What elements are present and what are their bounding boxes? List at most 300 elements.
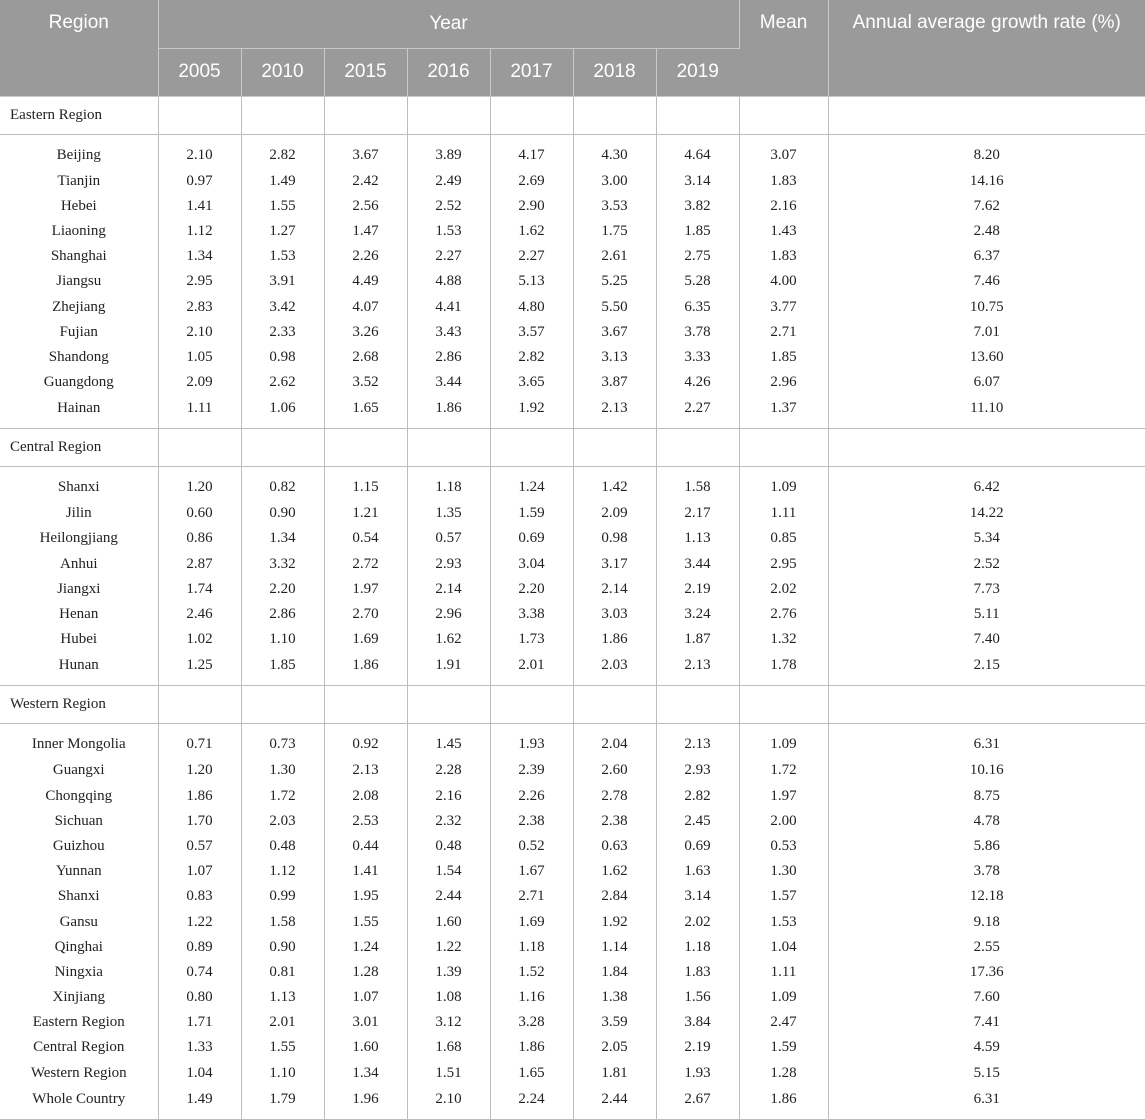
value-cell: 2.95 [158,269,241,294]
mean-cell: 3.77 [739,294,828,319]
table-row [0,194,1145,219]
value-cell: 1.86 [573,627,656,652]
table-row [0,909,1145,934]
value-cell: 2.83 [158,294,241,319]
value-cell: 2.04 [573,724,656,759]
value-cell: 2.01 [241,1010,324,1035]
growth-cell: 7.73 [973,580,1000,597]
mean-cell: 2.95 [739,552,828,577]
value-cell: 2.09 [158,370,241,395]
value-cell: 1.14 [573,935,656,960]
mean-cell: 3.07 [739,134,828,169]
value-cell: 2.03 [241,809,324,834]
value-cell: 3.87 [573,370,656,395]
value-cell: 1.39 [407,960,490,985]
value-cell: 1.55 [241,194,324,219]
value-cell: 2.27 [490,244,573,269]
header-mean: Mean [739,0,828,96]
value-cell: 1.58 [241,909,324,934]
value-cell: 0.90 [241,935,324,960]
value-cell: 3.32 [241,552,324,577]
value-cell: 1.22 [158,909,241,934]
empty-cell [739,686,828,724]
value-cell: 1.97 [324,577,407,602]
value-cell: 3.33 [656,345,739,370]
value-cell: 1.07 [158,859,241,884]
value-cell: 0.99 [241,884,324,909]
value-cell: 3.78 [656,320,739,345]
value-cell: 1.18 [656,935,739,960]
table-row [0,552,1145,577]
region-name: Guangxi [0,758,158,783]
value-cell: 1.69 [324,627,407,652]
region-name: Shanghai [0,244,158,269]
value-cell: 1.25 [158,652,241,686]
value-cell: 6.35 [656,294,739,319]
empty-cell [407,96,490,134]
mean-cell: 2.71 [739,320,828,345]
mean-cell: 1.57 [739,884,828,909]
value-cell: 3.82 [656,194,739,219]
value-cell: 2.70 [324,602,407,627]
value-cell: 1.10 [241,627,324,652]
value-cell: 2.56 [324,194,407,219]
value-cell: 4.17 [490,134,573,169]
mean-cell: 1.28 [739,1061,828,1086]
value-cell: 2.93 [656,758,739,783]
value-cell: 1.38 [573,985,656,1010]
value-cell: 1.84 [573,960,656,985]
value-cell: 0.44 [324,834,407,859]
growth-cell: 10.16 [969,762,1004,779]
value-cell: 1.86 [324,652,407,686]
value-cell: 0.60 [158,501,241,526]
table-row [0,1035,1145,1060]
mean-cell: 4.00 [739,269,828,294]
value-cell: 0.83 [158,884,241,909]
table-row [0,1061,1145,1086]
table-row [0,758,1145,783]
value-cell: 1.56 [656,985,739,1010]
header-year-2015: 2015 [324,48,407,96]
region-name: Jilin [0,501,158,526]
growth-cell: 10.75 [969,298,1004,315]
value-cell: 2.46 [158,602,241,627]
mean-cell: 2.47 [739,1010,828,1035]
region-name: Xinjiang [0,985,158,1010]
table-row [0,219,1145,244]
value-cell: 1.95 [324,884,407,909]
table-row [0,269,1145,294]
value-cell: 1.41 [324,859,407,884]
table-row [0,884,1145,909]
growth-cell: 7.60 [973,989,1000,1006]
table-row [0,960,1145,985]
region-name: Guizhou [0,834,158,859]
value-cell: 3.53 [573,194,656,219]
value-cell: 1.74 [158,577,241,602]
value-cell: 2.13 [573,395,656,429]
empty-cell [828,686,1145,724]
region-name: Hubei [0,627,158,652]
header-region: Region [0,0,158,96]
mean-cell: 1.83 [739,244,828,269]
value-cell: 2.42 [324,169,407,194]
value-cell: 0.52 [490,834,573,859]
empty-cell [158,429,241,467]
value-cell: 1.27 [241,219,324,244]
growth-cell: 2.15 [973,657,1000,674]
region-name: Hebei [0,194,158,219]
section-row [0,429,1145,467]
mean-cell: 1.83 [739,169,828,194]
region-name: Beijing [0,134,158,169]
value-cell: 1.60 [324,1035,407,1060]
mean-cell: 1.85 [739,345,828,370]
table-row [0,345,1145,370]
value-cell: 2.01 [490,652,573,686]
mean-cell: 1.04 [739,935,828,960]
value-cell: 3.28 [490,1010,573,1035]
value-cell: 0.81 [241,960,324,985]
section-row [0,686,1145,724]
value-cell: 1.54 [407,859,490,884]
value-cell: 3.00 [573,169,656,194]
value-cell: 2.61 [573,244,656,269]
value-cell: 1.07 [324,985,407,1010]
empty-cell [573,429,656,467]
value-cell: 3.57 [490,320,573,345]
value-cell: 2.26 [490,784,573,809]
value-cell: 1.55 [324,909,407,934]
value-cell: 2.20 [490,577,573,602]
value-cell: 2.84 [573,884,656,909]
value-cell: 3.14 [656,169,739,194]
value-cell: 1.08 [407,985,490,1010]
value-cell: 0.98 [241,345,324,370]
empty-cell [490,686,573,724]
value-cell: 1.68 [407,1035,490,1060]
value-cell: 0.69 [656,834,739,859]
header-year-2018: 2018 [573,48,656,96]
region-name: Jiangxi [0,577,158,602]
value-cell: 1.65 [490,1061,573,1086]
value-cell: 1.05 [158,345,241,370]
value-cell: 1.42 [573,467,656,502]
section-label: Western Region [0,686,158,724]
value-cell: 2.27 [407,244,490,269]
region-name: Inner Mongolia [0,724,158,759]
growth-cell: 5.11 [973,606,1000,623]
value-cell: 1.91 [407,652,490,686]
value-cell: 1.16 [490,985,573,1010]
table-row [0,467,1145,502]
value-cell: 1.04 [158,1061,241,1086]
growth-cell: 17.36 [969,963,1004,980]
section-row [0,96,1145,134]
value-cell: 1.63 [656,859,739,884]
value-cell: 3.17 [573,552,656,577]
value-cell: 2.16 [407,784,490,809]
value-cell: 1.71 [158,1010,241,1035]
value-cell: 2.19 [656,1035,739,1060]
table-row [0,244,1145,269]
mean-cell: 2.96 [739,370,828,395]
value-cell: 2.44 [573,1086,656,1120]
value-cell: 2.26 [324,244,407,269]
mean-cell: 0.53 [739,834,828,859]
value-cell: 5.50 [573,294,656,319]
empty-cell [739,96,828,134]
value-cell: 1.12 [241,859,324,884]
region-name: Shandong [0,345,158,370]
value-cell: 2.27 [656,395,739,429]
value-cell: 2.62 [241,370,324,395]
value-cell: 4.49 [324,269,407,294]
value-cell: 4.80 [490,294,573,319]
header-year-2005: 2005 [158,48,241,96]
value-cell: 2.44 [407,884,490,909]
region-name: Henan [0,602,158,627]
mean-cell: 2.00 [739,809,828,834]
value-cell: 2.13 [656,724,739,759]
value-cell: 1.73 [490,627,573,652]
value-cell: 1.21 [324,501,407,526]
value-cell: 1.33 [158,1035,241,1060]
growth-cell: 5.15 [973,1064,1000,1081]
growth-cell: 4.78 [973,812,1000,829]
value-cell: 3.91 [241,269,324,294]
value-cell: 2.78 [573,784,656,809]
value-cell: 3.44 [656,552,739,577]
empty-cell [407,686,490,724]
value-cell: 1.18 [490,935,573,960]
mean-cell: 1.72 [739,758,828,783]
growth-cell: 2.55 [973,938,1000,955]
value-cell: 1.92 [490,395,573,429]
table-row [0,985,1145,1010]
header-year-2017: 2017 [490,48,573,96]
value-cell: 3.89 [407,134,490,169]
growth-cell: 7.41 [973,1014,1000,1031]
value-cell: 0.74 [158,960,241,985]
table-row [0,724,1145,759]
value-cell: 1.75 [573,219,656,244]
growth-cell: 6.31 [973,736,1000,753]
value-cell: 1.59 [490,501,573,526]
region-name: Zhejiang [0,294,158,319]
growth-cell: 8.75 [973,787,1000,804]
value-cell: 2.14 [573,577,656,602]
table-row [0,320,1145,345]
mean-cell: 0.85 [739,526,828,551]
value-cell: 2.33 [241,320,324,345]
value-cell: 1.34 [241,526,324,551]
value-cell: 1.24 [324,935,407,960]
growth-cell: 5.34 [973,530,1000,547]
value-cell: 2.60 [573,758,656,783]
value-cell: 4.88 [407,269,490,294]
empty-cell [573,96,656,134]
value-cell: 2.19 [656,577,739,602]
value-cell: 1.86 [490,1035,573,1060]
value-cell: 3.43 [407,320,490,345]
header-year-2019: 2019 [656,48,739,96]
growth-cell: 7.01 [973,323,1000,340]
growth-cell: 4.59 [973,1039,1000,1056]
table-row [0,134,1145,169]
table-row [0,370,1145,395]
value-cell: 1.49 [158,1086,241,1120]
value-cell: 1.69 [490,909,573,934]
value-cell: 2.82 [656,784,739,809]
value-cell: 2.02 [656,909,739,934]
growth-cell: 5.86 [973,837,1000,854]
value-cell: 3.13 [573,345,656,370]
value-cell: 1.20 [158,467,241,502]
growth-cell: 6.07 [973,374,1000,391]
value-cell: 2.82 [490,345,573,370]
value-cell: 0.57 [158,834,241,859]
growth-cell: 2.52 [973,555,1000,572]
value-cell: 1.28 [324,960,407,985]
table-row [0,652,1145,686]
table-row [0,809,1145,834]
header-year-2016: 2016 [407,48,490,96]
value-cell: 1.85 [241,652,324,686]
growth-cell: 13.60 [969,348,1004,365]
table-row [0,859,1145,884]
empty-cell [656,96,739,134]
mean-cell: 1.09 [739,724,828,759]
value-cell: 1.79 [241,1086,324,1120]
value-cell: 0.98 [573,526,656,551]
value-cell: 2.13 [324,758,407,783]
empty-cell [324,429,407,467]
growth-cell: 7.40 [973,631,1000,648]
value-cell: 1.67 [490,859,573,884]
value-cell: 1.52 [490,960,573,985]
value-cell: 3.24 [656,602,739,627]
value-cell: 2.39 [490,758,573,783]
mean-cell: 2.02 [739,577,828,602]
empty-cell [241,429,324,467]
value-cell: 4.41 [407,294,490,319]
value-cell: 3.12 [407,1010,490,1035]
table-header [0,0,1145,96]
value-cell: 0.48 [241,834,324,859]
mean-cell: 1.59 [739,1035,828,1060]
table-row [0,1010,1145,1035]
value-cell: 1.87 [656,627,739,652]
value-cell: 1.53 [407,219,490,244]
growth-cell: 6.42 [973,479,1000,496]
value-cell: 0.48 [407,834,490,859]
value-cell: 4.30 [573,134,656,169]
value-cell: 2.72 [324,552,407,577]
region-name: Heilongjiang [0,526,158,551]
table-body [0,96,1145,1119]
region-name: Hunan [0,652,158,686]
mean-cell: 1.11 [739,960,828,985]
growth-cell: 9.18 [973,913,1000,930]
mean-cell: 2.16 [739,194,828,219]
region-name: Jiangsu [0,269,158,294]
value-cell: 0.54 [324,526,407,551]
value-cell: 5.28 [656,269,739,294]
empty-cell [407,429,490,467]
value-cell: 1.58 [656,467,739,502]
table-row [0,395,1145,429]
value-cell: 1.41 [158,194,241,219]
empty-cell [490,429,573,467]
mean-cell: 1.86 [739,1086,828,1120]
value-cell: 1.62 [573,859,656,884]
value-cell: 3.52 [324,370,407,395]
value-cell: 3.42 [241,294,324,319]
value-cell: 1.60 [407,909,490,934]
value-cell: 1.47 [324,219,407,244]
empty-cell [828,429,1145,467]
region-name: Fujian [0,320,158,345]
value-cell: 2.86 [407,345,490,370]
value-cell: 3.67 [324,134,407,169]
table-row [0,526,1145,551]
value-cell: 2.05 [573,1035,656,1060]
section-label: Eastern Region [0,96,158,134]
empty-cell [324,96,407,134]
empty-cell [324,686,407,724]
table-row [0,935,1145,960]
value-cell: 1.49 [241,169,324,194]
value-cell: 1.81 [573,1061,656,1086]
value-cell: 1.53 [241,244,324,269]
value-cell: 3.03 [573,602,656,627]
growth-cell: 7.62 [973,197,1000,214]
value-cell: 2.10 [158,134,241,169]
value-cell: 0.80 [158,985,241,1010]
value-cell: 0.86 [158,526,241,551]
value-cell: 1.12 [158,219,241,244]
value-cell: 2.96 [407,602,490,627]
value-cell: 1.70 [158,809,241,834]
table-row [0,834,1145,859]
value-cell: 2.52 [407,194,490,219]
mean-cell: 1.30 [739,859,828,884]
table-row [0,627,1145,652]
value-cell: 2.08 [324,784,407,809]
value-cell: 1.24 [490,467,573,502]
region-name: Ningxia [0,960,158,985]
header-growth-rate: Annual average growth rate (%) [828,0,1145,96]
value-cell: 2.93 [407,552,490,577]
empty-cell [828,96,1145,134]
value-cell: 2.90 [490,194,573,219]
empty-cell [158,686,241,724]
region-name: Central Region [0,1035,158,1060]
value-cell: 3.59 [573,1010,656,1035]
value-cell: 1.11 [158,395,241,429]
empty-cell [656,429,739,467]
value-cell: 2.87 [158,552,241,577]
value-cell: 0.69 [490,526,573,551]
mean-cell: 1.09 [739,985,828,1010]
mean-cell: 1.32 [739,627,828,652]
value-cell: 1.83 [656,960,739,985]
value-cell: 3.14 [656,884,739,909]
value-cell: 2.09 [573,501,656,526]
region-name: Eastern Region [0,1010,158,1035]
